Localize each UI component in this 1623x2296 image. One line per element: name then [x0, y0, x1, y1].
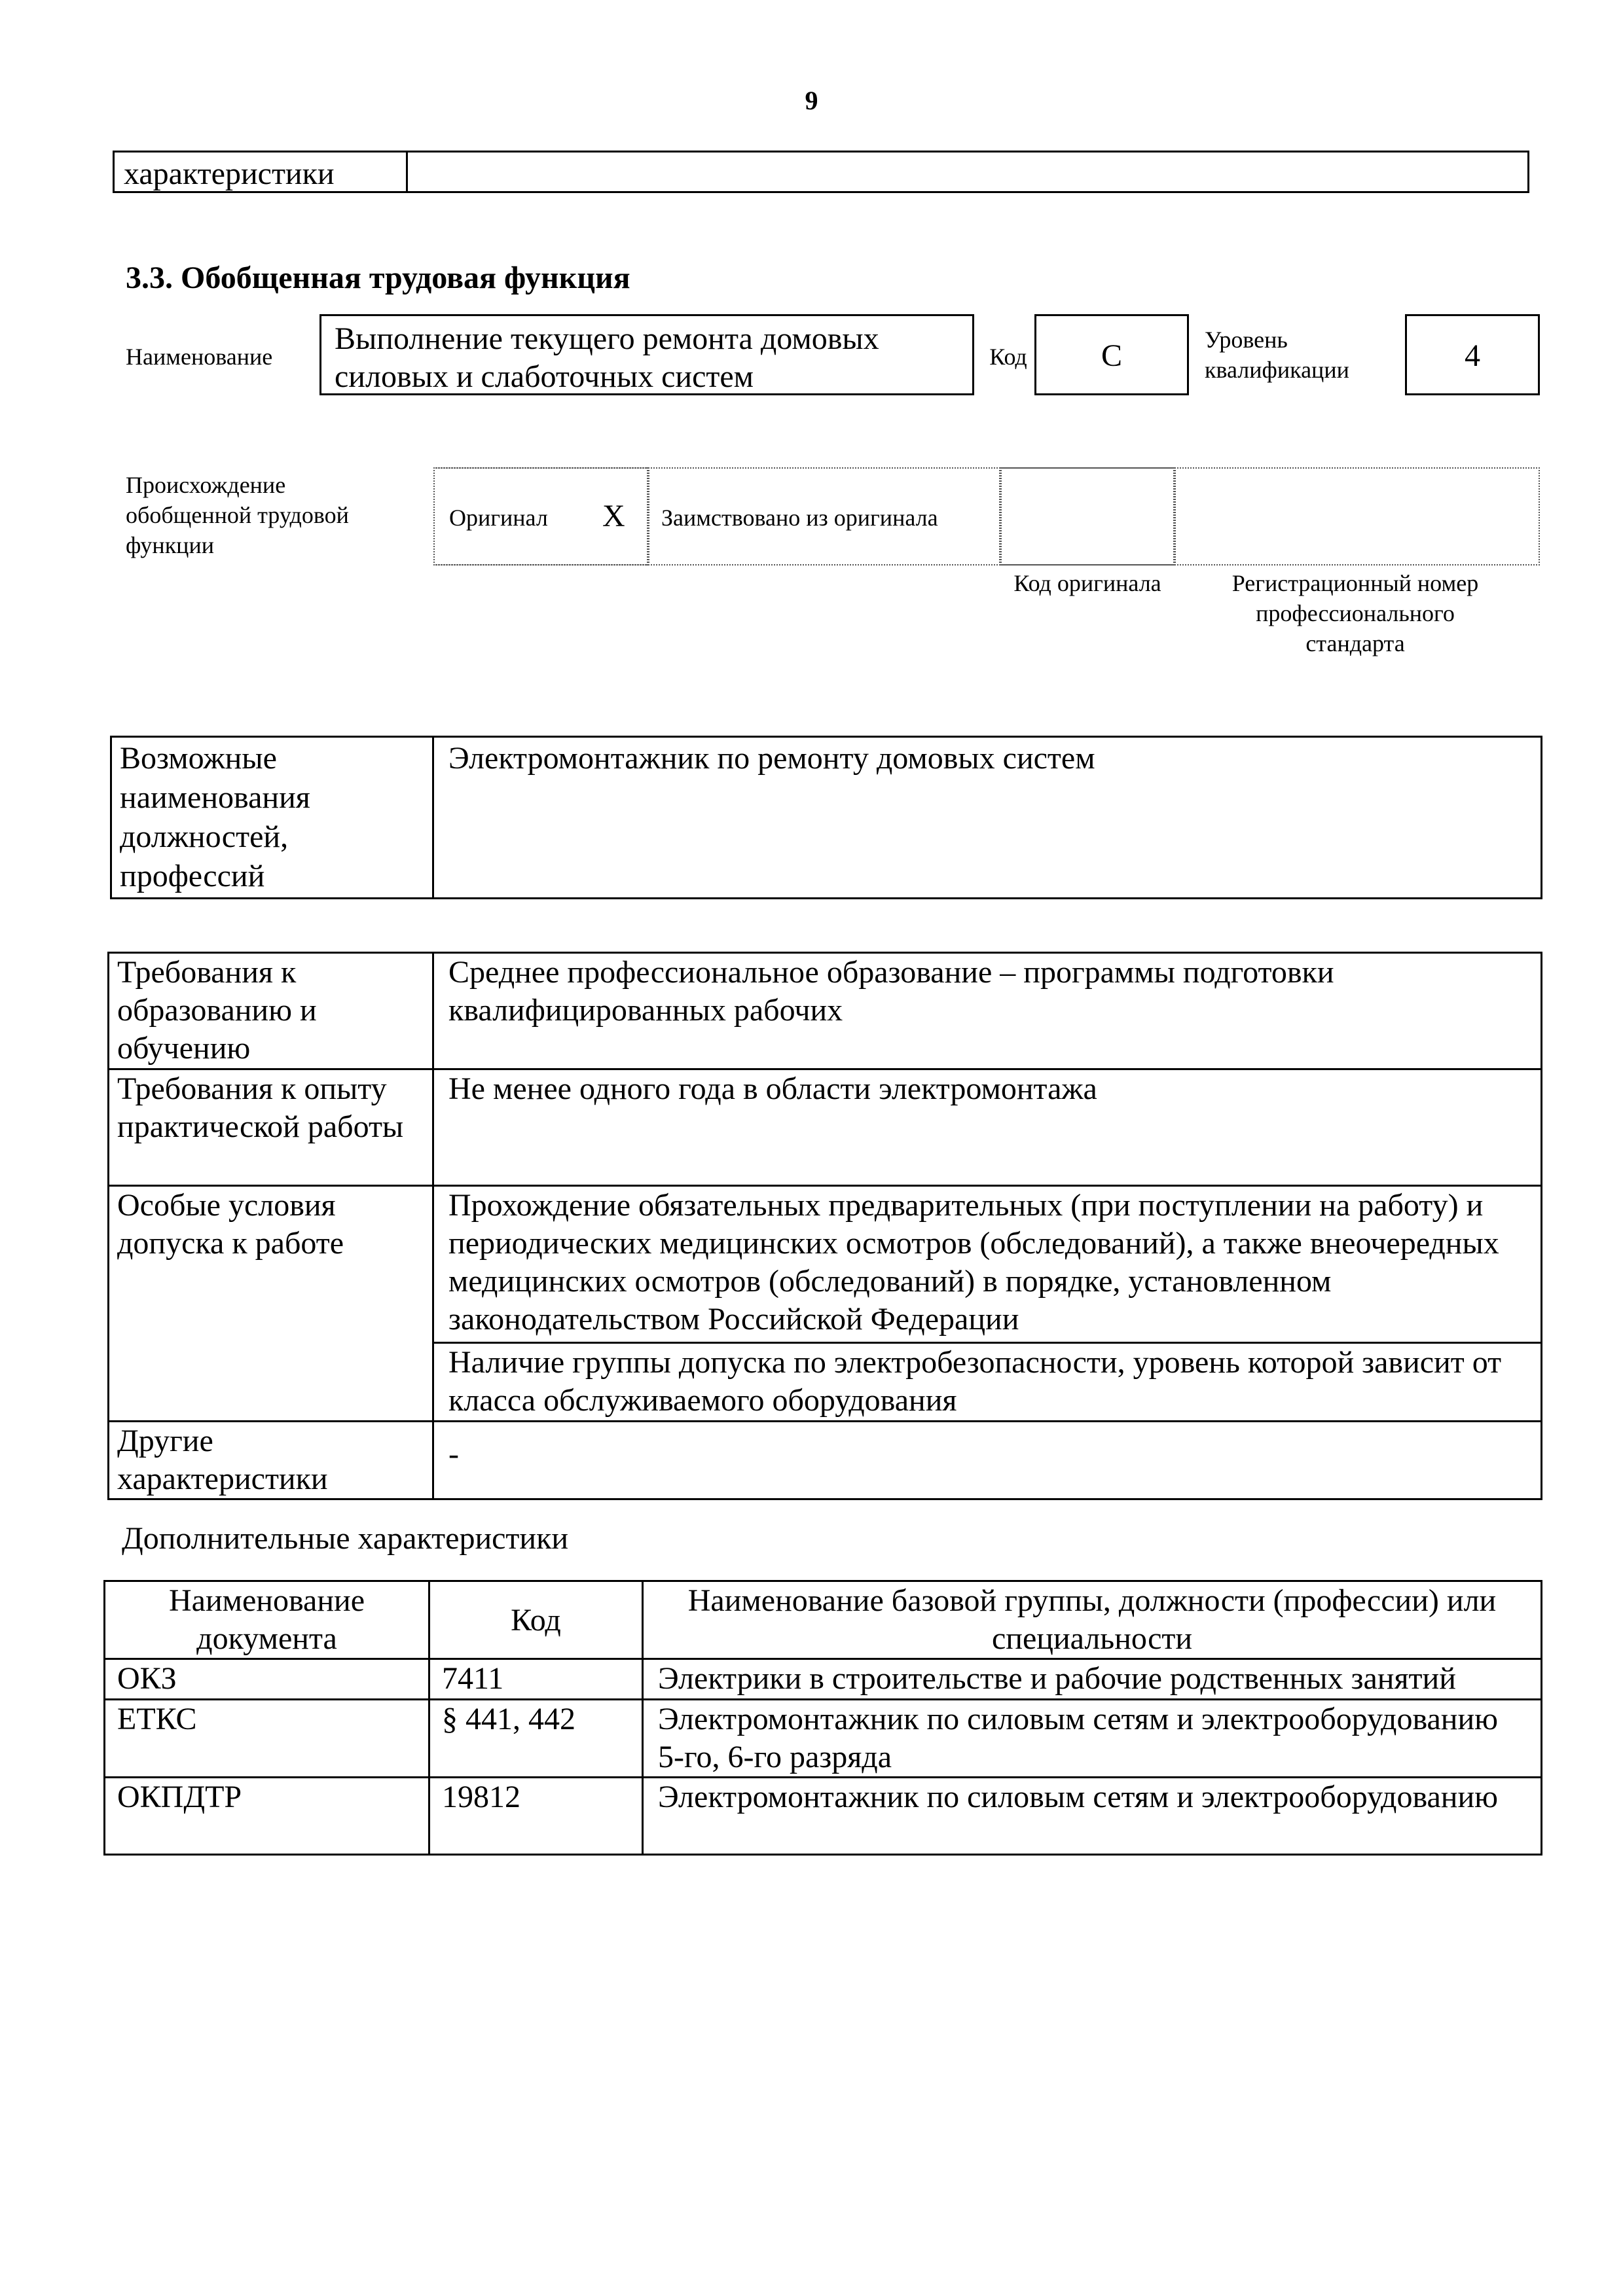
row-okpdtr-name: Электромонтажник по силовым сетям и электрооборудованию	[643, 1778, 1542, 1855]
req-admission-label: Особые условия допуска к работе	[109, 1186, 433, 1422]
table-row	[105, 1700, 1542, 1778]
level-label: Уровень квалификации	[1205, 327, 1349, 383]
req-education-value: Среднее профессиональное образование – программы подготовки квалифицированных рабочих	[433, 953, 1542, 1069]
positions-value: Электромонтажник по ремонту домовых систем	[433, 737, 1542, 899]
reg-number-cell	[1175, 467, 1540, 565]
req-other-label: Другие характеристики	[109, 1422, 433, 1499]
req-admission-value-2: Наличие группы допуска по электробезопасности, уровень которой зависит от класса обслуживаемого оборудования	[433, 1343, 1542, 1422]
reg-number-caption: Регистрационный номер профессионального стандарта	[1231, 570, 1479, 656]
row-okz-code: 7411	[429, 1659, 643, 1700]
row-etks-name: Электромонтажник по силовым сетям и электрооборудованию 5-го, 6-го разряда	[643, 1700, 1542, 1778]
req-admission-value-1: Прохождение обязательных предварительных (при поступлении на работу) и периодических медицинских осмотров (обследований), а также внеочередных медицинских осмотров (обследований) в порядке, установленном законодательством Российской Федерации	[433, 1186, 1542, 1343]
row-okpdtr-code: 19812	[429, 1778, 643, 1855]
original-mark: X	[602, 499, 625, 533]
row-okpdtr-document: ОКПДТР	[105, 1778, 429, 1855]
original-label: Оригинал	[449, 505, 548, 531]
table-row	[109, 953, 1542, 1069]
positions-table	[110, 736, 1542, 899]
row-etks-code: § 441, 442	[429, 1700, 643, 1778]
name-label: Наименование	[126, 344, 273, 370]
header-group-name: Наименование базовой группы, должности (профессии) или специальности	[643, 1581, 1542, 1659]
row-okz-document: ОКЗ	[105, 1659, 429, 1700]
row-etks-document: ЕТКС	[105, 1700, 429, 1778]
additional-table	[103, 1580, 1542, 1856]
top-row-label: характеристики	[114, 152, 407, 192]
borrowed-label: Заимствовано из оригинала	[661, 505, 938, 531]
header-document-name: Наименование документа	[105, 1581, 429, 1659]
req-experience-label: Требования к опыту практической работы	[109, 1069, 433, 1186]
origin-label: Происхождение обобщенной трудовой функции	[126, 472, 349, 558]
additional-heading: Дополнительные характеристики	[122, 1521, 569, 1556]
table-row	[109, 1422, 1542, 1499]
req-experience-value: Не менее одного года в области электромонтажа	[433, 1069, 1542, 1186]
header-code: Код	[429, 1581, 643, 1659]
top-row-value	[407, 152, 1529, 192]
table-row	[105, 1659, 1542, 1700]
positions-label: Возможные наименования должностей, профессий	[111, 737, 433, 899]
top-continuation-table	[113, 151, 1529, 193]
level-value: 4	[1405, 314, 1540, 395]
table-row	[109, 1186, 1542, 1343]
page-number: 9	[805, 86, 818, 115]
original-code-cell	[1000, 467, 1175, 565]
function-name-value: Выполнение текущего ремонта домовых силовых и слаботочных систем	[319, 314, 974, 395]
req-education-label: Требования к образованию и обучению	[109, 953, 433, 1069]
requirements-table	[107, 952, 1542, 1500]
code-label: Код	[989, 344, 1027, 370]
code-original-caption: Код оригинала	[1013, 570, 1161, 596]
table-row	[109, 1069, 1542, 1186]
req-other-value: -	[433, 1422, 1542, 1499]
code-value: С	[1034, 314, 1189, 395]
table-row	[105, 1778, 1542, 1855]
row-okz-name: Электрики в строительстве и рабочие родственных занятий	[643, 1659, 1542, 1700]
table-header-row	[105, 1581, 1542, 1659]
section-heading: 3.3. Обобщенная трудовая функция	[126, 260, 630, 295]
